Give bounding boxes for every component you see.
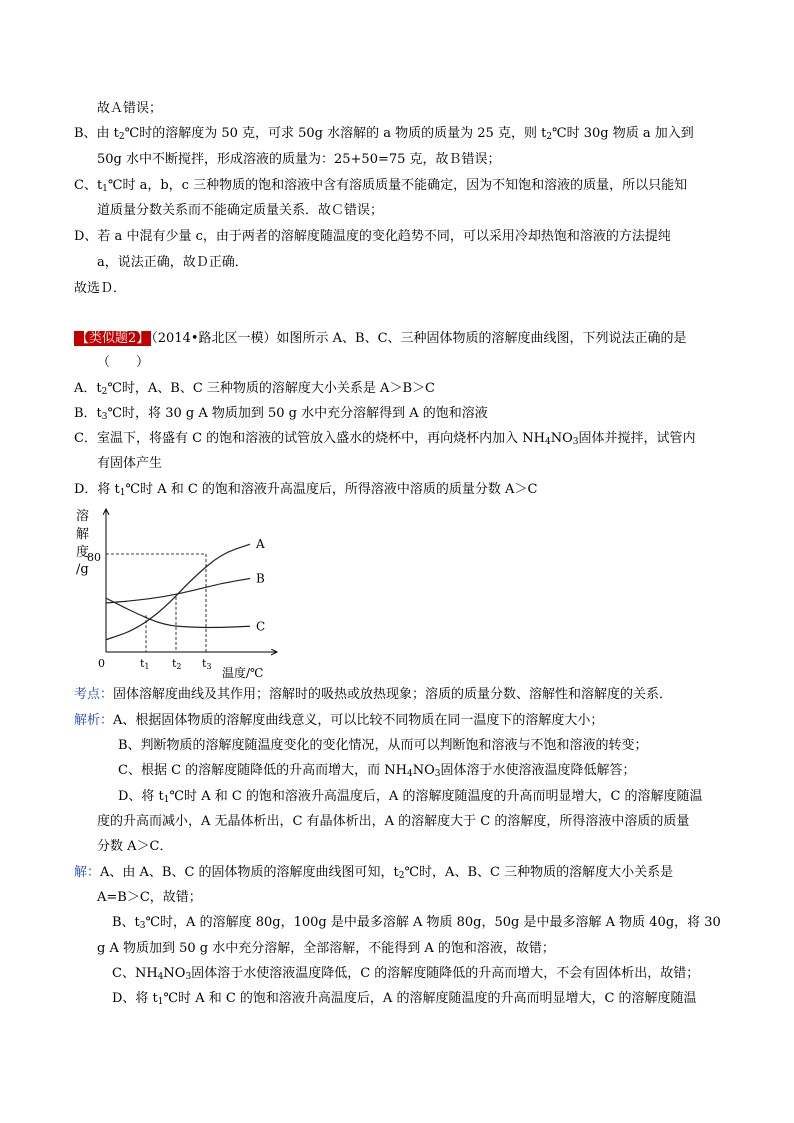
text-line: A=B＞C，故错； — [97, 890, 202, 905]
text-line: g A 物质加到 50 g 水中充分溶解，全部溶解，不能得到 A 的饱和溶液，故错； — [97, 941, 555, 956]
series-label-a: A — [256, 537, 265, 552]
jiexi: 解析：A、根据固体物质的溶解度曲线意义，可以比较不同物质在同一温度下的溶解度大小； — [74, 713, 604, 728]
kaodian: 考点：固体溶解度曲线及其作用；溶解时的吸热或放热现象；溶质的质量分数、溶解性和溶解度的关系． — [74, 687, 673, 702]
series-label-b: B — [256, 571, 265, 586]
option-b: B．$t_3℃$时，将 30 g A 物质加到 50 g 水中充分溶解得到 A 的饱和溶液 — [74, 406, 488, 422]
series-line-c — [106, 598, 250, 627]
text-line: B、判断物质的溶解度随温度变化的变化情况，从而可以判断饱和溶液与不饱和溶液的转变； — [118, 738, 648, 753]
text-line: a，说法正确，故Ｄ正确． — [97, 255, 248, 270]
text-line: B、$t_3℃$时，A 的溶解度 80g，100g 是中最多溶解 A 物质 80g，50g 是中最多溶解 A 物质 40g，将 30 — [112, 915, 721, 931]
solubility-chart — [72, 507, 282, 682]
text-line: C、根据 C 的溶解度随降低的升高而增大，而 $NH_4NO_3$固体溶于水使溶液温度降低解答； — [118, 763, 636, 779]
text-line: C、$t_1℃$时 a，b，c 三种物质的饱和溶液中含有溶质质量不能确定，因为不知饱和溶液的质量，所以只能知 — [74, 178, 688, 194]
option-c-cont: 有固体产生 — [97, 456, 163, 471]
text-line: 度的升高而减小，A 无晶体析出，C 有晶体析出，A 的溶解度大于 C 的溶解度，所得溶液中溶质的质量 — [97, 814, 690, 829]
answer-blank: （ ） — [97, 355, 150, 370]
text-line: D、将 $t_1℃$时 A 和 C 的饱和溶液升高温度后，A 的溶解度随温度的升高而明显增大，C 的溶解度随温 — [118, 789, 703, 805]
question-stem: 【类似题2】 （2014•路北区一模）如图所示 A、B、C、三种固体物质的溶解度曲线图，下列说法正确的是 — [76, 331, 687, 346]
option-a: A．$t_2℃$时，A、B、C 三种物质的溶解度大小关系是 A＞B＞C — [74, 381, 435, 397]
origin-label: 0 — [98, 657, 105, 670]
series-label-c: C — [256, 619, 266, 634]
x-tick-label: t3 — [202, 657, 212, 671]
text-line: D、若 a 中混有少量 c，由于两者的溶解度随温度的变化趋势不同，可以采用冷却热饱和溶液的方法提纯 — [74, 229, 671, 244]
text-line: 故选Ｄ． — [74, 281, 127, 296]
ylabel-char: 溶 — [76, 509, 90, 524]
ylabel-char: /g — [76, 562, 89, 577]
text-line: 50g 水中不断搅拌，形成溶液的质量为：25+50=75 克，故Ｂ错误； — [97, 152, 501, 167]
y-tick-label: 80 — [87, 551, 101, 564]
text-line: C、$NH_4NO_3$固体溶于水使溶液温度降低，C 的溶解度随降低的升高而增大，不会有固体析出，故错； — [112, 966, 700, 982]
text-line: D、将 $t_1℃$时 A 和 C 的饱和溶液升高温度后，A 的溶解度随温度的升高而明显增大，C 的溶解度随温 — [112, 991, 697, 1007]
series-line-b — [106, 579, 250, 604]
ylabel-char: 解 — [76, 527, 90, 542]
text-line: 故Ａ错误； — [97, 101, 163, 116]
x-tick-label: t1 — [140, 657, 150, 671]
x-tick-label: t2 — [172, 657, 182, 671]
option-d: D．将 $t_1℃$时 A 和 C 的饱和溶液升高温度后，所得溶液中溶质的质量分数 A＞C — [74, 482, 538, 498]
solution-line: 解：A、由 A、B、C 的固体物质的溶解度曲线图可知，$t_2℃$时，A、B、C 三种物质的溶解度大小关系是 — [74, 865, 674, 881]
question-tag: 【类似题2】 — [76, 331, 150, 346]
ylabel-char: 度 — [76, 545, 90, 560]
option-c: C．室温下，将盛有 C 的饱和溶液的试管放入盛水的烧杯中，再向烧杯内加入 $NH_4NO_3$固体并搅拌，试管内 — [74, 431, 696, 447]
text-line: 道质量分数关系而不能确定质量关系．故Ｃ错误； — [97, 203, 384, 218]
series-line-a — [106, 544, 250, 640]
x-axis-label: 温度/℃ — [222, 666, 264, 680]
text-line: B、由 $t_2℃$时的溶解度为 50 克，可求 50g 水溶解的 a 物质的质量为 25 克，则 $t_2℃$时 30g 物质 a 加入到 — [74, 126, 694, 142]
text-line: 分数 A＞C． — [97, 839, 173, 854]
